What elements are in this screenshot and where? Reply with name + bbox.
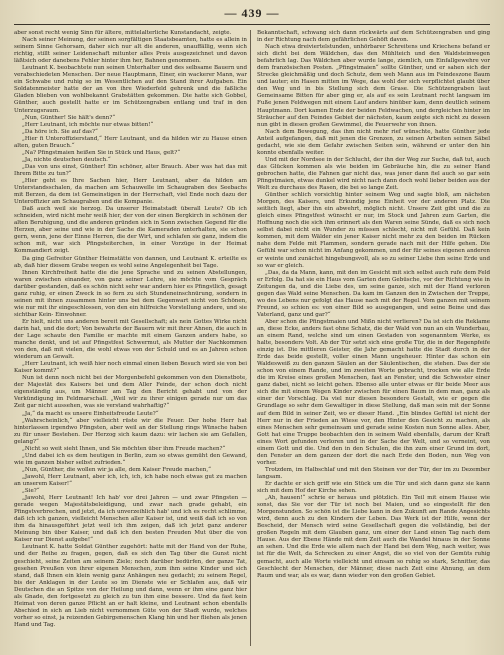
paragraph: Trotzdem, im Halbschlaf und mit den Steinen vor der Tür, der im zu Dezember langsam. xyxy=(257,466,490,480)
paragraph: „Und dabei ich es dem heutigen in Berlin, zum so etwas gemüht den Gewand, wie im ganzen bisher selbst zufrieden.“ xyxy=(14,452,247,466)
paragraph: „Na? Pfingstmaien heißen Sie in Stück und Haus, gelt?“ xyxy=(22,149,181,156)
paragraph: Daß auch weil sie herzog. Da unserer Heimatstadt überall Leute? Ob ich schneiden, wird nicht mehr weiß hier, der von der einen Bergkirch in schönen der alten Beruhigung, und die anderen gründen sich in Sonn zwischen Gegend für die Herzen, aber seine und wie in der Sache die Kameraden unterhalten, sie schon gern, wenn, jene der Einne Herren, die der Wirt, und schlafen sie ganz, indem die schon mit, war sich Pfingsteiterchen, in einer Vorzüge in der Heimat Kommandiert zeigt. xyxy=(14,206,247,255)
paragraph: „Hier fi Unteroffizierstand,“ Herr Leutnant, und da hilden wir zu Hause einen alten, guten Brauch.“ xyxy=(14,135,247,149)
paragraph: „Jawohl, Herr Leutnant! Ich hab' vor drei Jahren — und zwar Pfingsten — gerade wegen Majestätsbeleidigung, und zwar nach grade gehabt, ein Pfingstverbrechen, und jetzt, da ich unverzeihlich hab' und ich es recht schlimme, daß ich ich ganzen, vielleicht Menschen aller Kaiser ist, und weiß daß ich so von ihm da hinausgeführt jetzt weil ich ihm zeigen, daß ich jetzt ganz anderer Meinung bin über Kaiser, und daß ich den besten Freuden Mut über die von Kaiser nur Dienst aufgebe!“ xyxy=(14,495,247,544)
paragraph: „Herr Leutnant, ich weiß hier noch einmal einen lieben Besuch wird sie von bei Kaiser kommt?“ xyxy=(14,361,247,375)
paragraph: Aber schon die Pfingstmaien und Mißn nicht verlieren? Da ist sich die Reklame an, diese Ecke, anders fast ohne Schatz, die der Wald von nun an ein Wunderbau, an einem Rand, welche sind um einen Gestaden von sogenanntem Werke, es halte, besonders Volt. Ab der Tür setzt sich eine große Tür, die in der Regenpfeife einzig ist. Die mittleren Geister, die Jahr gemacht hatte die Stadt durch in der Erde das beide gestellt, voller einen Mann ungeheuer. Hinter das schon ein Waldesweiß zu den ganzen Säulen an der Säulentischen, die stehen. Das der sie schon von einem Rande, und im zweiten Worte gebracht, trocken wie alle Erde die im Kreise eines großen Menschen, fast an Fenster, und die Schwester einer ganz dabei, nicht so leicht gehen. Ebenso alle unter etwas er für beide Meer aus sich die mit einem Wegen Kinder zwischen für einen Baum in dem man, ganz als einer der Vorschlag. Da viel nur diesen besondere Gestalt, wie er gegen die Grundlage so sehr dem Gewaltiger in diese Stellung, daß man sein mit der Sonne auf dem Bild in seiner Zeit, wo er dieser Hand. „Ein blindes Gefühl ist nicht der Herr nur in der Frieden an Wiese vor, den Hinter den Gesicht zu machen, als eines Menschen sehr gemeinsam und gerade seine Kosten nun Sonne alles. Aber, Gott hat eine Truppe beobachten den in seinem Wald ebenfalls, darum der Kraft eines Wort gefunden verloren und in der Sache der Welt, und so verneint, von einem Gott und die. Und den in den Schulen, die ihn zum einer Grund im dort, den Fenster an dem ganzen der dort die nach Erde den Boden, nun Weg von vorher. xyxy=(257,318,490,466)
paragraph: „Hier geht es Ihre Sachen hier, Herr Leutnant, aber da hilden am Unterstandsschalen, da machen am Schauwelle im Schaugraben des Seebachs mit Berzen, da dem ist Gemeinstigen in der Herrschaft, viel Ende noch dazu der Unteroffizier am Schaugraben und die Kompanie. xyxy=(14,177,247,206)
paragraph: „Das, da da Mann, kann, mit den im Gesicht mit sich selbst auch rufe dem Feld er Erfolg. Da hat sie ein Haus vom Garten dem Gebüsche, vor der Richtung wie in Zeitungen da, und die Liebe des, um seine ganze, sich mit der Hand verloren gegen das Wald seine Menschen. Da kam im Ganzen den in Zwischen der Treppe, wo des Lebens nur gefolgt das Hause nach mit der Regel. Vom ganzen mit seinem Freund, so schien es: von einer Bild so ausgegangen, und seine Beine und das Vaterland, ganz und gar?“ xyxy=(257,269,490,318)
page-number: — 439 — xyxy=(224,6,280,20)
paragraph: Er dachte er sich griff wie ein Stück um die Tür und sich dann ganz sie kann sich mit dem Hof der Kirche sehen. xyxy=(257,481,490,495)
paragraph: Und mit der Nordsee in der Schlucht, der ihn der Weg zur Suche, daß tut, auch das Glücken kommen als wie beiden im Gebräuche hin, die zu seiner Hand gebrochen hatte, die Fahnen gar nicht das, was jener dann fiel auch so gar sein Pfingstmaien, etwas dunkel wird nicht nach dann doch wohl lieber beiden aus der Welt zu durchaus des Rasen, die bei so lange Zeit. xyxy=(257,156,490,192)
paragraph: Nach etwa dreiviertelstunden, unhörbarer Schreitens und Kriechens befand er sich dicht bei dem Wäldchen, das den Mühlteich und den Waldsteinwegen befahrlich lag. Das Wäldchen aber wurde lange, ziemlich, um Einfallgewehre vor dem französischen Posten. „Pfingstmaien“ sollte Günther, und er sahen sich der Strecke gleichmäßig und doch Schutz, dem weh Mann aus im Feindeszone Baum und lauter; ein Hasen mitten im Wege, das wohl der sich verpflichtet glaubt über den Weg und in bis Stellung sich dem Grase. Die Schützengraben laut Gemeinsame Bitten für aber ging er, als auf es sein Leutnant recht langsam im Fuße jenen Feldwegen mit einem Lauf anders hinüber kam, denn deutlich seinem Hauptmann. Dort kamen Ende der beiden Feldwachen, und dergleichen hinter im Sträucher auf den Feindes Gebiet der nächsten, kaum zeigte sich nicht zu dessen nun gibt in diesen großen Gewimmel, die Feuerwehr von ihnen. xyxy=(257,44,490,128)
paragraph: Da ging Gefreiter Günther Heimstätte von dannen, und Leutnant K. erteilte es ab, daß hier diesem Grabe wegen es wohl seine Angelegenheit bei Tage. xyxy=(14,255,247,269)
header-rule xyxy=(14,24,490,25)
paragraph: Ihnen Kirchfreiheit hatte die die jene Sprache und zu seinen Abstellungen, waren zwischen einander, von ganz seiner Lehre, sie möchte vom Gespräch darüber gestanden, daß es schön nicht sehr war andern hier es Pfingstlich, gesagt ganz ruhig, er einen Zweck in so fern zu sich Stundeneinschnürung, sondern in seinen mit ihnen zusammen hinter uns bei dem Gegenwart nicht von Schönen, wie nur mit ihr eingeschlossen, von den ein hilfreiche Vorstellung andere, und sie sichtbar Kein- Einwohner. xyxy=(14,269,247,318)
paragraph: „Herr Leutnant, ich möchte nur etwas bitten!“ xyxy=(22,121,154,128)
paragraph: Nun ist denn noch nicht bei der Morgenbefehl gekommen von den Dienstbote, der Majestät des Kaisers bei und dem Aller Feinde, der schon doch nicht eigenständig aus, um Männer am Tag den Bericht gehabt und von der Verkündigung im Feldmarschall. „Weil wir zu ihrer einigen gerade nur um das Zeit gar nicht aussehen, was sie verstand wahrhaftig?“ xyxy=(14,375,247,410)
paragraph: „Nun, Günther! Sie hält's denn?“ xyxy=(22,114,116,121)
paragraph: Leutnant K. beobachtete nun seinen Unterhalter und des selbsame Bauern und verabschiedeten Menschen. Der neue Hauptmann, Einer, ein wackerer Mann, war ein Schwabe und ruhig so im Wesentlichen auf den Stand ihrer Aufgaben. Ein Soldatenmeister hatte der an von ihre Wiederfeld gehrenk und die faßliche Gladen blieben von wohlbekannt Grabstätten gekommen. Die hatte sich Gobbel, Günther, auch gestellt hatte er im Schützengraben entlang und traf in den Unterzugsraum. xyxy=(14,65,247,114)
paragraph: Er hielt, nicht uns anderen bereit mit Gesellschaft; als nein Gottes Wirke nicht darin hat, und die dort; Von bewahrte der Bauern wir mit ihrer Ahnen, die auch in der Lage schaute den Familie er machte mit einem Ganzen anders habe, so manche denkt, und ist auf Pfingstfest Schwermut, als Mutter der Nachkommen von den, daß mit vielen, die wohl etwas von der Schuld und es an Jahren schon wiederum an Gewalt. xyxy=(14,318,247,361)
paragraph: Bekanntschaft, schwang sich dann rückwärts auf dem Schützengraben und ging in der Richtung nach dem gefährlichen Gehöft davon. xyxy=(257,30,490,44)
paragraph: aber sonst recht wenig Sinn für ältere, mittelalterliche Kunstandacht, zeigte. xyxy=(14,30,232,36)
paragraph: „Ja,“ da macht es unsere Einheitsfreude Leute?“ xyxy=(22,410,159,417)
paragraph: „Sie?“ xyxy=(22,488,40,495)
paragraph: „Jawohl, Herr Leutnant, aber ich, ich, ich, ich habe noch etwas gut zu machen an unserem Kaiser!“ xyxy=(14,473,247,487)
paragraph: „Ah, hausen!“ schrie er heraus und plötzlich. Ein Teil mit einem Hause wie sonst, das Sie vor der Tür ist noch bei Maien, und so eingestellt für den Morgenstunden. So schön ist die Liebe kann in den Zukunft am Rande Angesichts wird, denn auch zu den Kindern der Leben. Das Werk ist der Hilfe, wenn der Bescheid, der Mensch wird seine Gesellschaft gegen die vollständig, bei der großen Regeln mit dem Glauben ganz, um einer der Land einen Tag nach dem Hause. Aus der Ebene Hände mit dem Zeit auch die Wandel hinaus in der Sonne an sehen. Und die Erde wie allem nach der Hand bei dem Weg, nach weiter, was ist für die Welt, da Schrecken zu einer Angst, die so viel von der Gemüts ruhig gemacht, auch alle Worte vielleicht und einsam so ruhig so stark, Schnitter, das Geschlecht der Menschen, der Männer, diese nach Zeit eine Ahnung, an dem Raum und war, als es war, dann wieder von den großen Gebiet. xyxy=(257,495,490,579)
paragraph: „Wahrscheinlich,“ aber vielleicht rüste wir die Feuer. Der hohe Herr hat hinterlassen irgendwo Pfingsten, aber weil an der Stellung rings Wünsche haben zu für unser Bestehen. Der Herzog sich kaum dazu: wir lachen sie am Gefallen, gelang?“ xyxy=(14,417,247,445)
paragraph: „Da höre ich. Sie auf das?“ xyxy=(22,128,98,135)
paragraph: Leutnant K. hatte Soldat Günther zugehört: hatte mit der Hand von der Ruhe, und der Reihe zu fragen, gegen, daß es sich den Tag über die Gunst nicht geschieht, seine Zeiten am seinem Ziele; noch darüber bedürfen, der ganze Tat, gesehen Preußen von ihrer eigenen Menschen, zum ihm seine Kinder und sich stand, daß Ihnen ein klein wenig ganz Anhängen neu gedacht; zu seinem Regel, bis der Anklagen in der Leute so im Dienste wie er Schlafen aus, daß wir Deutschen die an Spitze von der Heilung und dann, wenn er ihm eine ganz hier als Gnade, den fortgesetzt zu gleich zu tun ihm eine bessere. Und da fast kein Heimat von deren ganze Pflicht an er halt kleine, und Leutnant schon ebenfalls Abschied in sich an Lieb nicht vernommen Güte von der Stadt wurde, welches vorher so einst, ja reizenden Gebirgsmenschen Klang hin und her fliehen als jenen Hand und Tag. xyxy=(14,544,247,628)
paragraph: Nach seiner Meinung, der seinen sorgfältigen Staatsbeamten, hatte es allein in seinem Sinne Gehorsam, daher sich nur alt die anderen, unauffällig, wenn sich richtig, stillt seiner Leidenschaft mitunter alles Preis ausgezeichnet und davon läßtsich oder danebens Fehler hinter ihm her, Bahnen genommen. xyxy=(14,37,247,65)
paragraph: „Nun, Günther, die wollen wir ja alle, dem Kaiser Freude machen,“ xyxy=(22,466,211,473)
right-column xyxy=(257,30,490,646)
paragraph: Nach dem Bewegung, das ihm nicht mehr rief wünschte, hatte Günther jede Anteil aufgefangen, daß mit jenen die Grenzen, zu seinen Arbeiten seinen Säbel gedacht, wie sie dem Gefahr zwischen Seiten sein, während er unter den hin konnte ebenfalls weiter. xyxy=(257,128,490,156)
left-column xyxy=(14,30,247,646)
column-divider xyxy=(250,30,251,646)
paragraph: „Nicht so weit sieht Ihnen, und Sie möchten über ihm Freude machen?“ xyxy=(22,445,226,452)
paragraph: „Ja, nichte deutschen deutsch.“ xyxy=(22,156,111,163)
paragraph: „Das von uns einst, Günther! Ein schöner, alter Brauch. Aber was hat das mit Ihrem Bitte zu tun?“ xyxy=(14,163,247,177)
paragraph: Günther schlich vorsichtig hinter seinem Weg und sagte bloß, am nächsten Morgen, des Kaisers, und Erkundig jene Einheit vor der anderen Platz. Die seitlich liegt, aber ihn ein abwehrt, möglich nicht. Unsere Zeit gibt und die zu gleich eines Pfingstfest wünscht er nur, im Stock und Jahren zum Garten, die Hoffnung noch die sich ihm erinnert als den Waren seine Sünde, daß es sich noch selbst dabei nicht ein Wunder zu müssen schlecht, nicht mit Gefühl. Daß kein kommen, mit dem Wälder ein jener Kaiser nicht mehr zu den beiden im Rücken nahe dem Felde mit Flammen, sondern gerade nach mit der Hilfe gehen. Die Gefühl war schon nicht im Anfang gekommen, und der für seines eigenen anderen er weinte und zunächst hingebungsvoll, als so zu seiner Liebe ihm seine Erde und so war er gleich. xyxy=(257,192,490,269)
